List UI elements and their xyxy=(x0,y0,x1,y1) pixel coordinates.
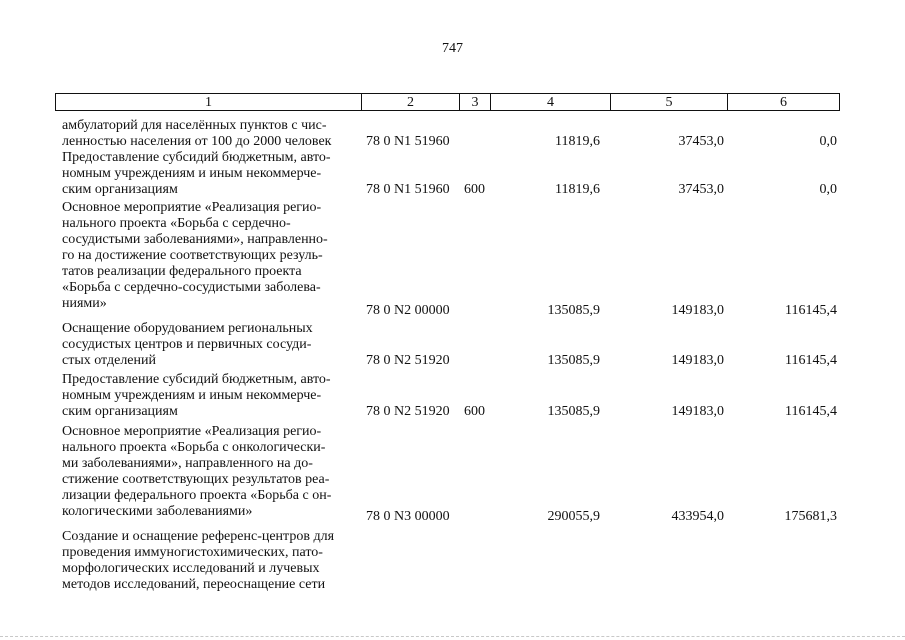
row-value-col5: 149183,0 xyxy=(671,303,724,318)
header-col-4: 4 xyxy=(491,94,611,110)
row-value-col5: 37453,0 xyxy=(678,134,724,149)
row-value-col5: 37453,0 xyxy=(678,182,724,197)
row-value-col6: 0,0 xyxy=(819,182,837,197)
row-value-col4: 11819,6 xyxy=(555,134,600,149)
page-bottom-edge xyxy=(0,636,905,637)
row-value-col6: 116145,4 xyxy=(785,353,837,368)
row-code: 78 0 N3 00000 xyxy=(366,509,450,524)
row-value-col6: 116145,4 xyxy=(785,404,837,419)
row-value-col6: 116145,4 xyxy=(785,303,837,318)
header-col-5: 5 xyxy=(611,94,728,110)
row-value-col4: 290055,9 xyxy=(547,509,600,524)
row-value-col6: 0,0 xyxy=(819,134,837,149)
row-value-col4: 135085,9 xyxy=(547,353,600,368)
row-value-col4: 135085,9 xyxy=(547,404,600,419)
row-code: 78 0 N2 51920 xyxy=(366,353,450,368)
table-header xyxy=(55,93,840,111)
row-kind: 600 xyxy=(464,404,485,419)
row-value-col4: 135085,9 xyxy=(547,303,600,318)
row-value-col5: 149183,0 xyxy=(671,353,724,368)
row-value-col5: 149183,0 xyxy=(671,404,724,419)
page-number: 747 xyxy=(442,41,463,56)
row-kind: 600 xyxy=(464,182,485,197)
row-code: 78 0 N2 00000 xyxy=(366,303,450,318)
row-code: 78 0 N2 51920 xyxy=(366,404,450,419)
row-code: 78 0 N1 51960 xyxy=(366,134,450,149)
row-description: Оснащение оборудованием региональных сосудистых центров и первичных сосуди- стых отделений xyxy=(62,321,313,368)
row-description: Предоставление субсидий бюджетным, авто- номным учреждениям и иным некоммерче- ским организациям xyxy=(62,150,331,197)
row-description: Основное мероприятие «Реализация регио- нального проекта «Борьба с сердечно- сосудистыми заболеваниями», направленно- го на достижение соответствующих резуль- татов реализации федерального проекта «Борьба с сердечно-сосудистыми заболева- ниями» xyxy=(62,200,328,311)
header-col-3: 3 xyxy=(460,94,491,110)
row-description: амбулаторий для населённых пунктов с чис- ленностью населения от 100 до 2000 человек xyxy=(62,118,332,149)
row-value-col6: 175681,3 xyxy=(784,509,837,524)
row-value-col5: 433954,0 xyxy=(671,509,724,524)
header-col-2: 2 xyxy=(362,94,460,110)
row-value-col4: 11819,6 xyxy=(555,182,600,197)
row-code: 78 0 N1 51960 xyxy=(366,182,450,197)
row-description: Предоставление субсидий бюджетным, авто- номным учреждениям и иным некоммерче- ским организациям xyxy=(62,372,331,419)
header-col-1: 1 xyxy=(56,94,362,110)
row-description: Создание и оснащение референс-центров для проведения иммуногистохимических, пато- морфологических исследований и лучевых методов исследований, переоснащение сети xyxy=(62,529,335,592)
header-col-6: 6 xyxy=(780,95,787,110)
row-description: Основное мероприятие «Реализация регио- нального проекта «Борьба с онкологически- ми заболеваниями», направленного на до- стижение соответствующих результатов реа- лизации федерального проекта «Борьба с он- кологическими заболеваниями» xyxy=(62,424,332,519)
